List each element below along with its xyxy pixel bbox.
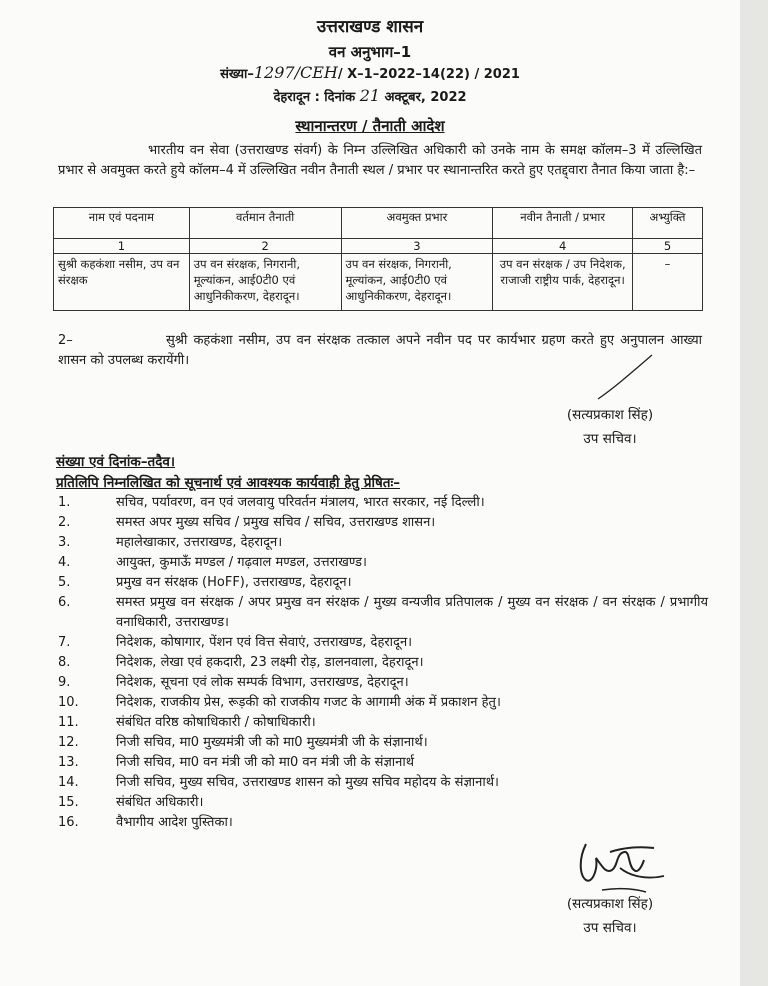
- signatory-designation: उप सचिव।: [583, 920, 637, 936]
- list-item-number: 4.: [58, 555, 71, 570]
- table-row: [54, 254, 703, 311]
- signature-block-1: [540, 404, 680, 450]
- list-item: [58, 673, 708, 693]
- reference-number: [0, 63, 740, 82]
- list-item: [58, 533, 708, 553]
- date-suffix: अक्टूबर, 2022: [384, 90, 467, 105]
- list-item-text: निजी सचिव, मा0 वन मंत्री जी को मा0 वन मंत्री जी के संज्ञानार्थ: [116, 755, 415, 770]
- table-cell-name: सुश्री कहकंशा नसीम, उप वन संरक्षक: [54, 254, 190, 311]
- list-item: [58, 633, 708, 653]
- list-item-text: संबंधित अधिकारी।: [116, 795, 204, 810]
- list-item-text: निदेशक, लेखा एवं हकदारी, 23 लक्ष्मी रोड़, डालनवाला, देहरादून।: [116, 655, 424, 670]
- list-item-number: 10.: [58, 695, 79, 710]
- list-item-number: 6.: [58, 595, 71, 610]
- signatory-name: (सत्यप्रकाश सिंह): [566, 896, 654, 912]
- transfer-table: [53, 207, 703, 311]
- list-item-number: 1.: [58, 495, 71, 510]
- column-number: 1: [54, 239, 190, 254]
- date-prefix: देहरादून : दिनांक: [273, 90, 356, 105]
- government-heading: उत्तराखण्ड शासन: [316, 17, 424, 37]
- list-item-text: समस्त अपर मुख्य सचिव / प्रमुख सचिव / सचिव, उत्तराखण्ड शासन।: [116, 515, 436, 530]
- list-item-text: निजी सचिव, मा0 मुख्यमंत्री जी को मा0 मुख्यमंत्री जी के संज्ञानार्थ।: [116, 735, 428, 750]
- handwritten-signature: [572, 830, 672, 902]
- table-header-cell: अभ्युक्ति: [633, 208, 703, 239]
- list-item-text: निदेशक, सूचना एवं लोक सम्पर्क विभाग, उत्तराखण्ड, देहरादून।: [116, 675, 409, 690]
- date-handwritten: 21: [359, 86, 381, 105]
- page-edge-shadow: [740, 0, 768, 986]
- column-number: 5: [633, 239, 703, 254]
- reference-suffix: / X–1–2022–14(22) / 2021: [337, 67, 520, 82]
- list-item: [58, 573, 708, 593]
- signatory-name: (सत्यप्रकाश सिंह): [566, 407, 654, 423]
- signatory-designation: उप सचिव।: [583, 431, 637, 447]
- list-item-number: 15.: [58, 795, 79, 810]
- list-item: [58, 793, 708, 813]
- list-item: [58, 733, 708, 753]
- table-cell-new-posting: उप वन संरक्षक / उप निदेशक, राजाजी राष्ट्रीय पार्क, देहरादून।: [493, 254, 633, 311]
- list-item: [58, 753, 708, 773]
- list-item-text: समस्त प्रमुख वन संरक्षक / अपर प्रमुख वन संरक्षक / मुख्य वन्यजीव प्रतिपालक / मुख्य वन संरक्षक / वन संरक्षक / प्रभागीय वनाधिकारी, उत्तराखण्ड।: [116, 595, 708, 630]
- table-header-cell: वर्तमान तैनाती: [189, 208, 341, 239]
- table-header-cell: नाम एवं पदनाम: [54, 208, 190, 239]
- list-item-text: आयुक्त, कुमाऊँ मण्डल / गढ़वाल मण्डल, उत्तराखण्ड।: [116, 555, 367, 570]
- list-item-text: प्रमुख वन संरक्षक (HoFF), उत्तराखण्ड, देहरादून।: [116, 575, 352, 590]
- list-item-number: 13.: [58, 755, 79, 770]
- reference-handwritten: 1297/CEH: [253, 63, 338, 82]
- table-cell-relieved-charge: उप वन संरक्षक, निगरानी, मूल्यांकन, आई0टी0 एवं आधुनिकीकरण, देहरादून।: [341, 254, 493, 311]
- list-item-number: 8.: [58, 655, 71, 670]
- department-heading: वन अनुभाग–1: [328, 43, 412, 61]
- list-item: [58, 593, 708, 633]
- list-item-number: 11.: [58, 715, 79, 730]
- list-item-number: 14.: [58, 775, 79, 790]
- list-item-number: 7.: [58, 635, 71, 650]
- list-item-text: संबंधित वरिष्ठ कोषाधिकारी / कोषाधिकारी।: [116, 715, 316, 730]
- column-number: 4: [493, 239, 633, 254]
- list-item-text: सचिव, पर्यावरण, वन एवं जलवायु परिवर्तन मंत्रालय, भारत सरकार, नई दिल्ली।: [116, 495, 485, 510]
- list-item: [58, 773, 708, 793]
- list-item-text: निदेशक, राजकीय प्रेस, रूड़की को राजकीय गजट के आगामी अंक में प्रकाशन हेतु।: [116, 695, 501, 710]
- table-header-cell: अवमुक्त प्रभार: [341, 208, 493, 239]
- signature-stroke-1: [596, 352, 656, 402]
- copy-intro: प्रतिलिपि निम्नलिखित को सूचनार्थ एवं आवश्यक कार्यवाही हेतु प्रेषितः–: [56, 475, 400, 491]
- list-item-number: 9.: [58, 675, 71, 690]
- copy-heading: संख्या एवं दिनांक–तदैव।: [56, 454, 175, 470]
- list-item: [58, 513, 708, 533]
- list-item-number: 2.: [58, 515, 71, 530]
- reference-prefix: संख्या–: [220, 67, 254, 82]
- list-item-text: महालेखाकार, उत्तराखण्ड, देहरादून।: [116, 535, 283, 550]
- table-header-row: [54, 208, 703, 239]
- list-item: [58, 653, 708, 673]
- table-cell-remarks: –: [633, 254, 703, 311]
- list-item-number: 5.: [58, 575, 71, 590]
- paragraph-2-number: 2–: [58, 333, 73, 348]
- signature-block-2: [535, 893, 685, 939]
- copy-recipient-list: [58, 493, 708, 833]
- column-number: 3: [341, 239, 493, 254]
- list-item: [58, 693, 708, 713]
- list-item-number: 16.: [58, 815, 79, 830]
- order-date: [0, 86, 740, 105]
- list-item: [58, 713, 708, 733]
- column-number: 2: [189, 239, 341, 254]
- list-item-text: निदेशक, कोषागार, पेंशन एवं वित्त सेवाएं, उत्तराखण्ड, देहरादून।: [116, 635, 413, 650]
- list-item-text: निजी सचिव, मुख्य सचिव, उत्तराखण्ड शासन को मुख्य सचिव महोदय के संज्ञानार्थ।: [116, 775, 499, 790]
- table-column-number-row: [54, 239, 703, 254]
- order-title: स्थानान्तरण / तैनाती आदेश: [295, 117, 445, 135]
- list-item-text: वैभागीय आदेश पुस्तिका।: [116, 815, 233, 830]
- list-item: [58, 553, 708, 573]
- list-item-number: 12.: [58, 735, 79, 750]
- list-item-number: 3.: [58, 535, 71, 550]
- list-item: [58, 493, 708, 513]
- table-cell-current-posting: उप वन संरक्षक, निगरानी, मूल्यांकन, आई0टी0 एवं आधुनिकीकरण, देहरादून।: [189, 254, 341, 311]
- intro-paragraph: भारतीय वन सेवा (उत्तराखण्ड संवर्ग) के निम्न उल्लिखित अधिकारी को उनके नाम के समक्ष कॉलम–3 में उल्लिखित प्रभार से अवमुक्त करते हुये कॉलम–4 में उल्लिखित नवीन तैनाती स्थल / प्रभार पर स्थानान्तरित करते हुए एतद्द्वारा तैनात किया जाता है:–: [58, 143, 702, 178]
- paragraph-2-text: सुश्री कहकंशा नसीम, उप वन संरक्षक तत्काल अपने नवीन पद पर कार्यभार ग्रहण करते हुए अनुपालन आख्या शासन को उपलब्ध करायेंगी।: [58, 333, 702, 368]
- table-header-cell: नवीन तैनाती / प्रभार: [493, 208, 633, 239]
